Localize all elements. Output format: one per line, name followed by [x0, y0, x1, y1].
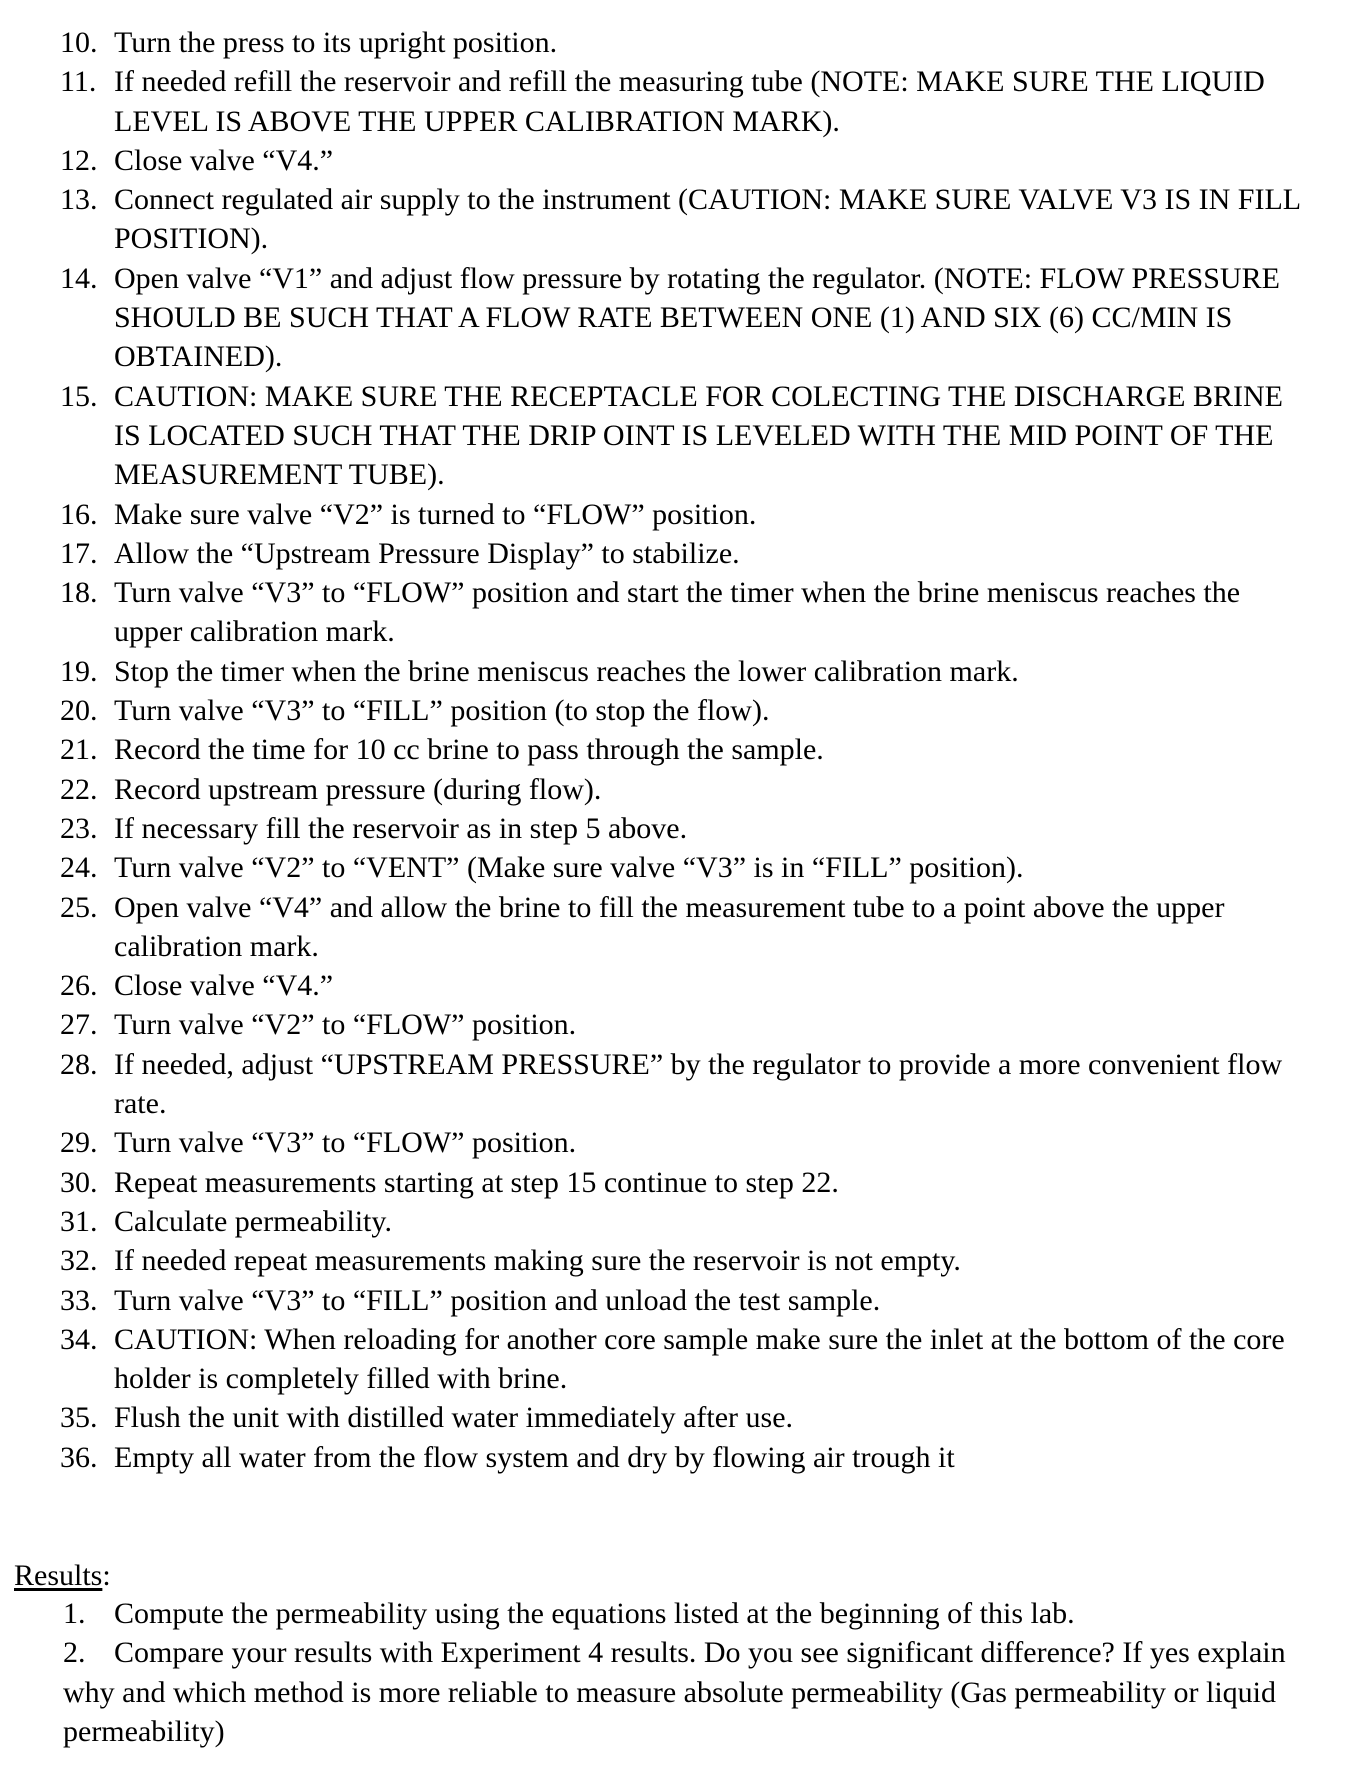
step-number: 29. — [60, 1126, 98, 1160]
step-text: Turn valve “V3” to “FLOW” position and start the timer when the brine meniscus reaches the upper calibration mark. — [114, 576, 1241, 649]
step-text: Turn valve “V3” to “FILL” position (to stop the flow). — [114, 694, 770, 728]
step-number: 14. — [60, 261, 98, 295]
procedure-step — [0, 1438, 1348, 1477]
step-number: 19. — [60, 654, 98, 688]
step-text: CAUTION: When reloading for another core sample make sure the inlet at the bottom of the core holder is completely filled with brine. — [114, 1322, 1285, 1396]
procedure-step — [0, 809, 1348, 848]
step-number: 13. — [60, 183, 98, 217]
procedure-step — [0, 62, 1348, 141]
step-text: If needed, adjust “UPSTREAM PRESSURE” by the regulator to provide a more convenient flow rate. — [114, 1047, 1283, 1121]
step-text: Calculate permeability. — [114, 1204, 392, 1238]
step-text: Turn valve “V3” to “FILL” position and unload the test sample. — [114, 1283, 881, 1317]
step-text: Turn valve “V2” to “VENT” (Make sure valve “V3” is in “FILL” position). — [114, 851, 1024, 885]
step-number: 16. — [60, 497, 98, 531]
step-number: 21. — [60, 733, 98, 767]
step-number: 10. — [60, 26, 98, 59]
procedure-step — [0, 1202, 1348, 1241]
step-text: Open valve “V1” and adjust flow pressure by rotating the regulator. (NOTE: FLOW PRESSURE SHOULD BE SUCH THAT A FLOW RATE BETWEEN ONE (1) AND SIX (6) CC/MIN IS OBTAINED). — [114, 261, 1280, 374]
results-heading — [14, 1556, 111, 1595]
step-text: Close valve “V4.” — [114, 143, 334, 177]
step-text: Empty all water from the flow system and dry by flowing air trough it — [114, 1440, 955, 1474]
procedure-step — [0, 1045, 1348, 1124]
procedure-step — [0, 495, 1348, 534]
step-text: Turn valve “V2” to “FLOW” position. — [114, 1008, 577, 1042]
procedure-step — [0, 1398, 1348, 1437]
procedure-step — [0, 1281, 1348, 1320]
step-number: 12. — [60, 143, 98, 177]
procedure-step — [0, 770, 1348, 809]
procedure-step — [0, 1123, 1348, 1162]
procedure-step — [0, 259, 1348, 377]
step-number: 22. — [60, 772, 98, 806]
procedure-step — [0, 23, 1348, 62]
step-number: 23. — [60, 811, 98, 845]
step-number: 28. — [60, 1047, 98, 1081]
step-text: Allow the “Upstream Pressure Display” to stabilize. — [114, 536, 740, 570]
procedure-step — [0, 141, 1348, 180]
step-number: 34. — [60, 1322, 98, 1356]
step-text: Turn the press to its upright position. — [114, 26, 558, 59]
procedure-step — [0, 848, 1348, 887]
results-heading-colon: : — [102, 1559, 111, 1592]
step-text: Connect regulated air supply to the instrument (CAUTION: MAKE SURE VALVE V3 IS IN FILL POSITION). — [114, 183, 1301, 256]
step-text: Repeat measurements starting at step 15 continue to step 22. — [114, 1165, 839, 1199]
step-number: 35. — [60, 1401, 98, 1435]
step-number: 26. — [60, 969, 98, 1003]
step-text: If needed repeat measurements making sure the reservoir is not empty. — [114, 1244, 961, 1278]
procedure-step — [0, 1005, 1348, 1044]
procedure-step — [0, 1320, 1348, 1399]
step-number: 15. — [60, 379, 98, 413]
step-text: Record upstream pressure (during flow). — [114, 772, 602, 806]
step-number: 20. — [60, 694, 98, 728]
step-text: If necessary fill the reservoir as in step 5 above. — [114, 811, 688, 845]
results-item — [0, 1633, 1348, 1751]
procedure-step — [0, 377, 1348, 495]
procedure-step — [0, 966, 1348, 1005]
step-number: 30. — [60, 1165, 98, 1199]
procedure-step — [0, 691, 1348, 730]
step-number: 17. — [60, 536, 98, 570]
procedure-step — [0, 180, 1348, 259]
step-number: 31. — [60, 1204, 98, 1238]
results-item-text: Compute the permeability using the equations listed at the beginning of this lab. — [114, 1597, 1075, 1630]
step-text: Close valve “V4.” — [114, 969, 334, 1003]
results-item-text: Compare your results with Experiment 4 results. Do you see significant difference? If yes explain why and which method is more reliable to measure absolute permeability (Gas permeability or liquid permeability) — [63, 1636, 1286, 1748]
procedure-step — [0, 1241, 1348, 1280]
results-list — [0, 1594, 1348, 1751]
step-number: 27. — [60, 1008, 98, 1042]
step-text: Turn valve “V3” to “FLOW” position. — [114, 1126, 577, 1160]
step-text: Open valve “V4” and allow the brine to fill the measurement tube to a point above the upper calibration mark. — [114, 890, 1225, 963]
step-number: 32. — [60, 1244, 98, 1278]
procedure-step — [0, 1163, 1348, 1202]
step-number: 33. — [60, 1283, 98, 1317]
step-number: 24. — [60, 851, 98, 885]
procedure-step — [0, 888, 1348, 967]
procedure-steps-list — [0, 23, 1348, 1477]
results-heading-text: Results — [14, 1559, 103, 1592]
results-item-number: 1. — [63, 1597, 86, 1630]
step-number: 36. — [60, 1440, 98, 1474]
step-text: If needed refill the reservoir and refill the measuring tube (NOTE: MAKE SURE THE LIQUID LEVEL IS ABOVE THE UPPER CALIBRATION MARK). — [114, 65, 1265, 138]
procedure-step — [0, 534, 1348, 573]
step-number: 18. — [60, 576, 98, 610]
step-text: Flush the unit with distilled water immediately after use. — [114, 1401, 794, 1435]
procedure-step — [0, 730, 1348, 769]
step-number: 25. — [60, 890, 98, 924]
results-item-number: 2. — [63, 1636, 86, 1670]
procedure-step — [0, 652, 1348, 691]
results-item — [0, 1594, 1348, 1633]
step-text: Stop the timer when the brine meniscus reaches the lower calibration mark. — [114, 654, 1019, 688]
step-text: Record the time for 10 cc brine to pass through the sample. — [114, 733, 824, 767]
step-text: CAUTION: MAKE SURE THE RECEPTACLE FOR COLECTING THE DISCHARGE BRINE IS LOCATED SUCH THAT THE DRIP OINT IS LEVELED WITH THE MID POINT OF THE MEASUREMENT TUBE). — [114, 379, 1284, 492]
step-text: Make sure valve “V2” is turned to “FLOW” position. — [114, 497, 757, 531]
procedure-step — [0, 573, 1348, 652]
step-number: 11. — [60, 65, 97, 99]
